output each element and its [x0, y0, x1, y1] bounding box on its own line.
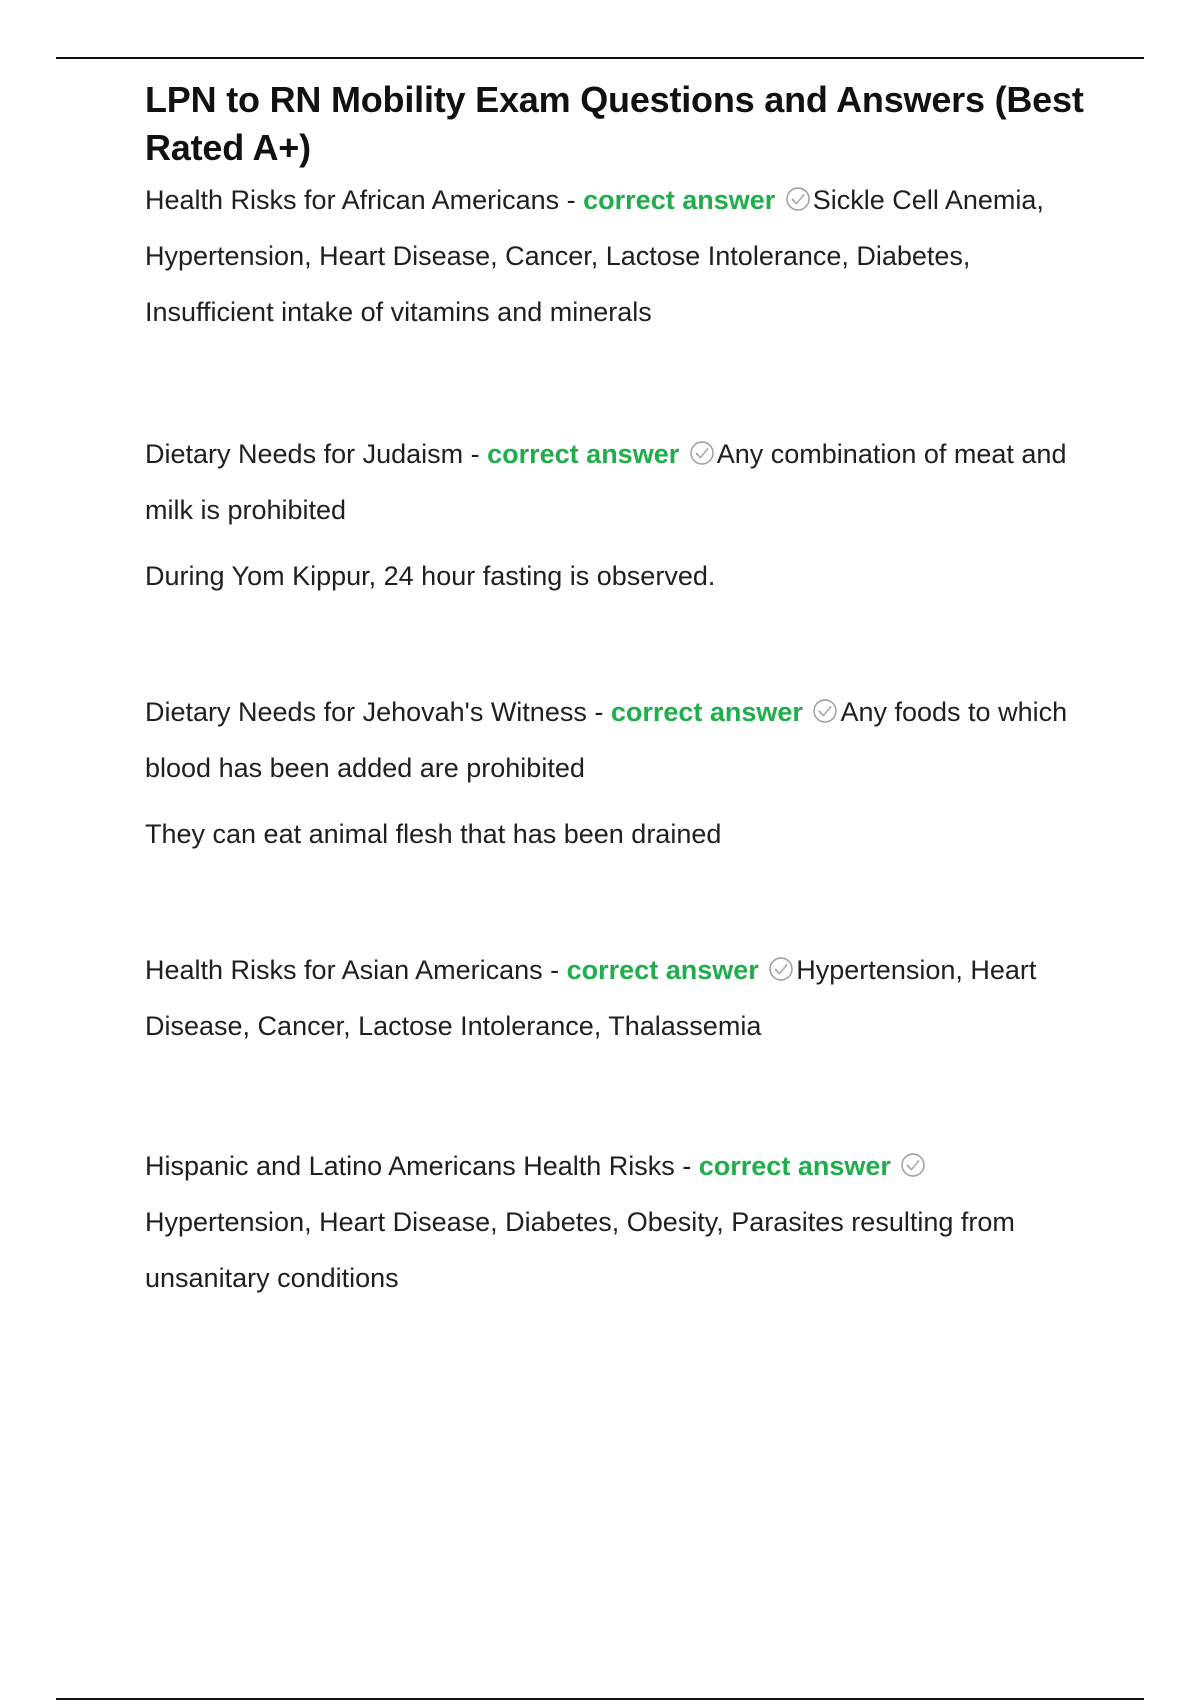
- correct-answer-label: correct answer: [698, 1151, 891, 1181]
- check-circle-icon: [785, 186, 811, 212]
- check-circle-icon: [689, 440, 715, 466]
- check-circle-icon: [900, 1152, 926, 1178]
- qa-paragraph: [145, 1138, 1090, 1306]
- qa-item: [145, 1138, 1090, 1306]
- correct-answer-label: correct answer: [583, 185, 776, 215]
- correct-answer-label: correct answer: [487, 439, 680, 469]
- qa-paragraph: [145, 426, 1090, 538]
- answer-text: Any combination of meat and milk is prohibited: [145, 439, 1067, 525]
- document-title: LPN to RN Mobility Exam Questions and Answers (Best Rated A+): [145, 79, 1084, 168]
- qa-item: [145, 426, 1090, 600]
- check-circle-icon: [812, 698, 838, 724]
- question-text: Health Risks for Asian Americans -: [145, 955, 567, 985]
- answer-text: Hypertension, Heart Disease, Cancer, Lactose Intolerance, Thalassemia: [145, 955, 1037, 1041]
- check-circle-icon: [768, 956, 794, 982]
- answer-text: Any foods to which blood has been added are prohibited: [145, 697, 1068, 783]
- qa-item: [145, 942, 1090, 1054]
- top-rule: [56, 57, 1144, 59]
- document-body: [145, 76, 1090, 1306]
- answer-note: During Yom Kippur, 24 hour fasting is observed.: [145, 561, 716, 591]
- qa-paragraph: [145, 684, 1090, 796]
- question-text: Health Risks for African Americans -: [145, 185, 584, 215]
- qa-paragraph: [145, 172, 1090, 340]
- qa-paragraph: [145, 942, 1090, 1054]
- answer-text: Hypertension, Heart Disease, Diabetes, Obesity, Parasites resulting from unsanitary conditions: [145, 1207, 1015, 1293]
- qa-item: [145, 684, 1090, 858]
- answer-note: They can eat animal flesh that has been drained: [145, 819, 722, 849]
- answer-text: Sickle Cell Anemia, Hypertension, Heart Disease, Cancer, Lactose Intolerance, Diabetes, Insufficient intake of vitamins and minerals: [145, 185, 1044, 327]
- correct-answer-label: correct answer: [566, 955, 759, 985]
- question-text: Hispanic and Latino Americans Health Risks -: [145, 1151, 699, 1181]
- question-text: Dietary Needs for Jehovah's Witness -: [145, 697, 611, 727]
- correct-answer-label: correct answer: [610, 697, 803, 727]
- qa-item: [145, 172, 1090, 340]
- question-text: Dietary Needs for Judaism -: [145, 439, 488, 469]
